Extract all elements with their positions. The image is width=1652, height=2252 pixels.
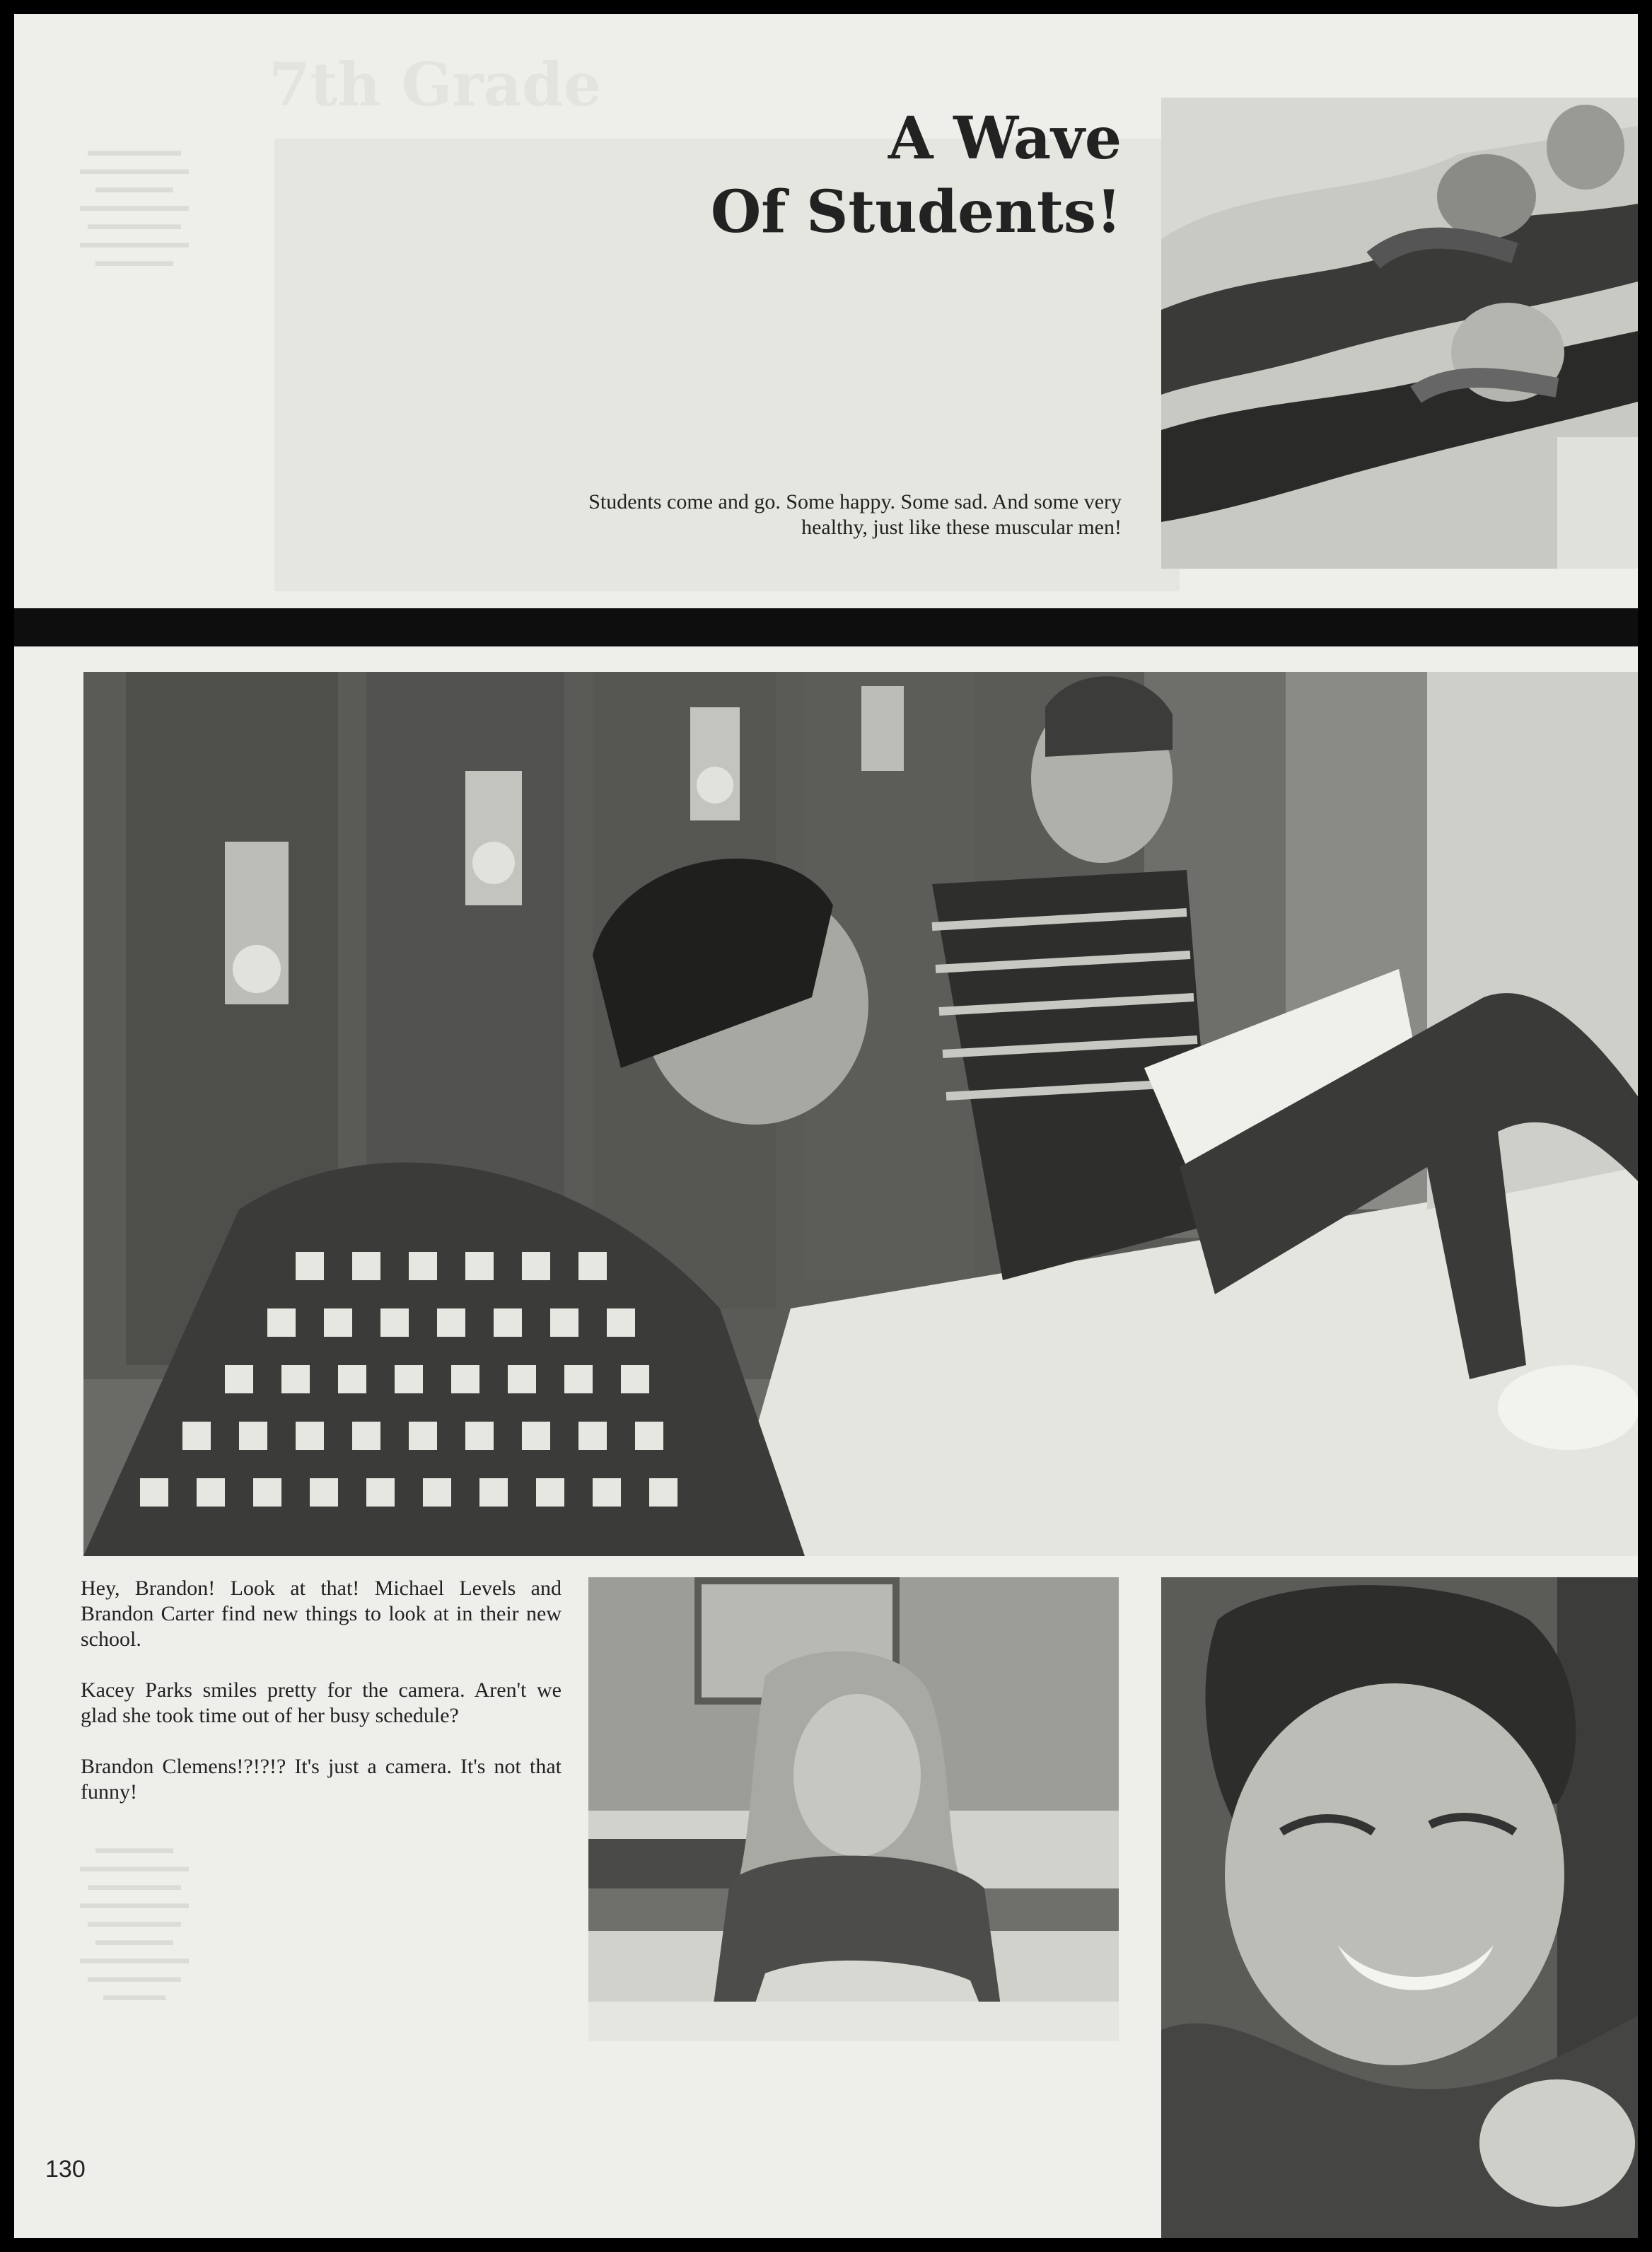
brandon-photo [1161,1577,1638,2238]
caption-brandon: Brandon Clemens!?!?!? It's just a camera. It's not that funny! [81,1755,562,1804]
bleed-through-heading: 7th Grade [269,50,602,120]
caption-column [81,1576,562,1830]
section-divider [14,608,1638,646]
caption-lockers: Hey, Brandon! Look at that! Michael Levels and Brandon Carter find new things to look at in their new school. [81,1577,562,1651]
page-number: 130 [45,2156,86,2183]
title-line-1: A Wave [888,105,1122,173]
yearbook-page [14,14,1638,2238]
situps-photo [1161,98,1638,569]
caption-kacey: Kacey Parks smiles pretty for the camera. Aren't we glad she took time out of her busy schedule? [81,1678,562,1727]
lockers-photo [83,672,1638,1556]
bleed-through-name-column: ▬▬▬▬▬▬ ▬▬▬▬▬▬▬ ▬▬▬▬▬ ▬▬▬▬▬▬▬ ▬▬▬▬▬▬ ▬▬▬▬▬▬▬ ▬▬▬▬▬ [80,141,189,269]
caption-situps: Students come and go. Some happy. Some sad. And some very healthy, just like these muscular men! [588,490,1122,539]
page-title [711,102,1122,249]
title-line-2: Of Students! [710,178,1122,246]
bleed-through-name-column-lower: ▬▬▬▬▬ ▬▬▬▬▬▬▬ ▬▬▬▬▬▬ ▬▬▬▬▬▬▬ ▬▬▬▬▬▬ ▬▬▬▬▬ ▬▬▬▬▬▬▬ ▬▬▬▬▬▬ ▬▬▬▬ [80,1839,189,2004]
kacey-photo [588,1577,1119,2041]
